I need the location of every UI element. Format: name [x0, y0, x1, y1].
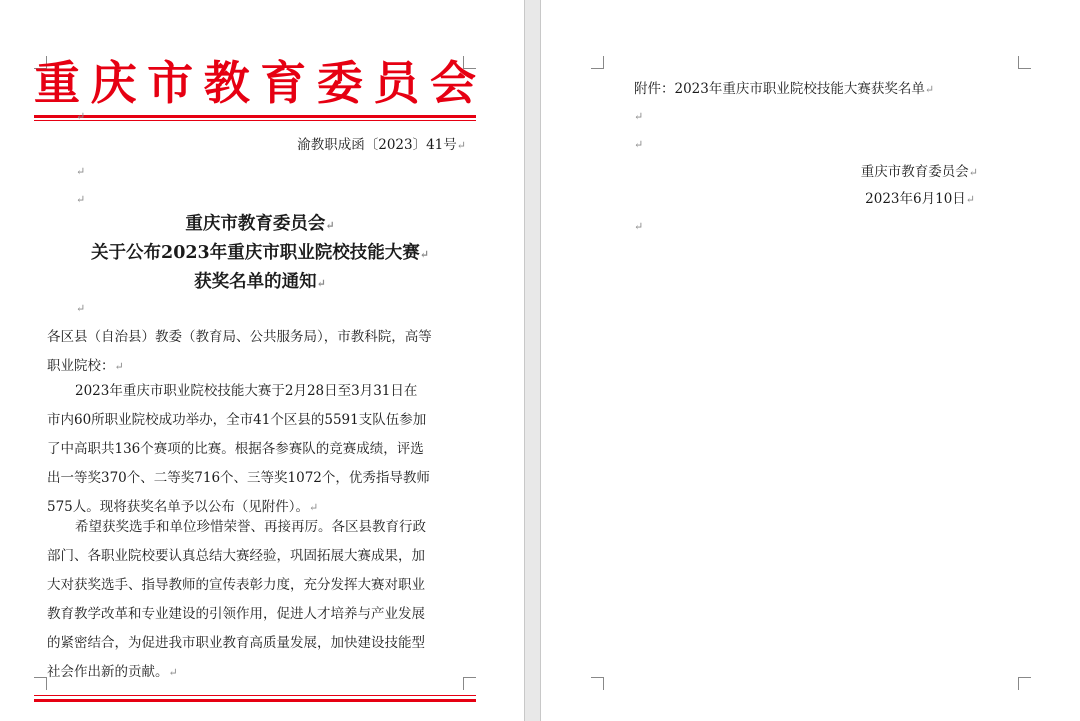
signature-date: 2023年6月10日↵	[865, 191, 975, 207]
paragraph-mark: ↵	[76, 302, 86, 315]
paragraph-mark: ↵	[634, 138, 644, 151]
body-paragraph-1: 2023年重庆市职业院校技能大赛于2月28日至3月31日在 市内60所职业院校成功举办，全市41个区县的5591支队伍参加 了中高职共136个赛项的比赛。根据各参赛队的竞赛成绩，评选 出一等奖370个、二等奖716个、三等奖1072个，优秀指导教师 575人。现将获奖名单予以公布（见附件）。↵	[47, 383, 430, 515]
header-red-rule-thick	[34, 115, 476, 118]
footer-red-rule-thick	[34, 699, 476, 702]
signature-org: 重庆市教育委员会↵	[860, 164, 978, 180]
header-char: 市	[147, 56, 194, 110]
paragraph-mark: ↵	[76, 110, 86, 123]
header-char: 教	[203, 56, 250, 110]
notice-title-line-1: 重庆市教育委员会↵	[185, 214, 335, 234]
paragraph-mark: ↵	[76, 165, 86, 178]
header-char: 员	[373, 56, 420, 110]
header-char: 育	[260, 56, 307, 110]
addressee: 各区县（自治县）教委（教育局、公共服务局），市教科院，高等 职业院校：↵	[47, 329, 432, 374]
footer-red-rule-thin	[34, 695, 476, 696]
margin-corner-bottom-left	[591, 677, 604, 690]
paragraph-mark: ↵	[634, 110, 644, 123]
red-header-title	[34, 52, 476, 114]
margin-corner-bottom-right	[463, 677, 476, 690]
body-paragraph-2: 希望获奖选手和单位珍惜荣誉、再接再厉。各区县教育行政 部门、各职业院校要认真总结大赛经验，巩固拓展大赛成果，加 大对获奖选手、指导教师的宣传表彰力度，充分发挥大赛对职业 教育教学改革和专业建设的引领作用，促进人才培养与产业发展 的紧密结合，为促进我市职业教育高质量发展，加快建设技能型 社会作出新的贡献。↵	[47, 519, 426, 680]
header-red-rule-thin	[34, 120, 476, 121]
document-page-right	[541, 0, 1080, 721]
notice-title-line-2: 关于公布2023年重庆市职业院校技能大赛↵	[91, 243, 429, 263]
header-char: 重	[34, 56, 80, 110]
paragraph-mark: ↵	[634, 220, 644, 233]
paragraph-mark: ↵	[76, 193, 86, 206]
margin-corner-bottom-left	[34, 677, 47, 690]
header-char: 会	[429, 56, 476, 110]
margin-corner-top-left	[591, 56, 604, 69]
attachment-line: 附件：2023年重庆市职业院校技能大赛获奖名单↵	[634, 81, 935, 97]
margin-corner-bottom-right	[1018, 677, 1031, 690]
header-char: 委	[316, 56, 363, 110]
margin-corner-top-right	[1018, 56, 1031, 69]
header-char: 庆	[90, 56, 137, 110]
notice-title-line-3: 获奖名单的通知↵	[194, 272, 326, 292]
document-number: 渝教职成函〔2023〕41号↵	[297, 137, 466, 153]
document-page-left	[0, 0, 524, 721]
page-gap	[524, 0, 541, 721]
